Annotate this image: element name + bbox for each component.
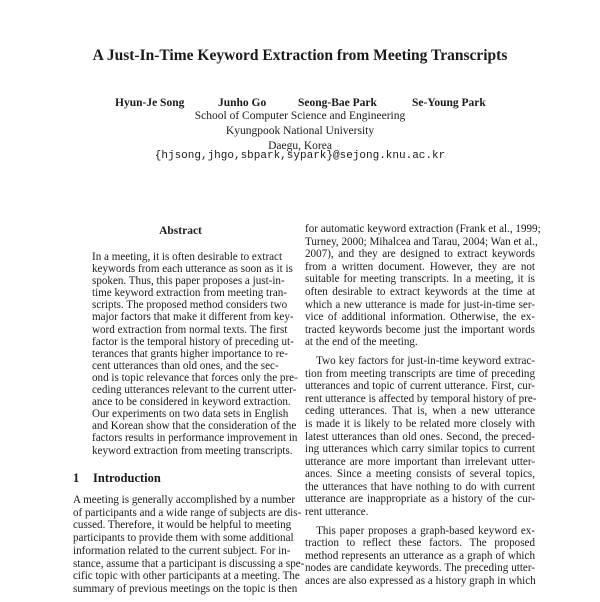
text-line: rent utterance is affected by temporal history of pre-	[305, 392, 537, 405]
text-line: Two key factors for just-in-time keyword extrac-	[305, 354, 535, 367]
text-line: often desirable to extract keywords at the time at	[305, 285, 535, 298]
abstract-body	[92, 251, 298, 463]
section-title: Introduction	[93, 471, 161, 485]
text-line: utterance are inappropriate as a history of the cur-	[305, 493, 535, 506]
affiliation-line: Kyungpook National University	[225, 125, 375, 137]
text-line: utterances and topic of current utterance. First, cur-	[305, 380, 535, 393]
text-line: for automatic keyword extraction (Frank et al., 1999;	[305, 223, 541, 235]
text-line: keyword extraction from meeting transcripts.	[92, 444, 293, 457]
paragraph	[305, 525, 535, 588]
text-line: tracted keywords become just the important words	[305, 323, 535, 336]
text-line: ances are also expressed as a history graph in which	[305, 575, 536, 588]
text-line: ceding utterances. That is, when a new utterance	[305, 405, 535, 418]
text-line: ceding utterances relevant to the current utter-	[92, 384, 297, 397]
text-line: scripts. The proposed method considers two	[92, 299, 288, 312]
text-line: keywords from each utterance as soon as it is	[92, 263, 293, 276]
text-line: traction to reflect these factors. The proposed	[305, 537, 535, 550]
text-line: cific topic with other participants at a meeting. The	[73, 570, 300, 583]
paper-title: A Just-In-Time Keyword Extraction from Meeting Transcripts	[92, 47, 508, 64]
text-line: time keyword extraction from meeting tran-	[92, 287, 287, 300]
text-line: and Korean show that the consideration of the	[92, 420, 297, 433]
author-name: Se-Young Park	[412, 97, 486, 109]
author-email: {hjsong,jhgo,sbpark,sypark}@sejong.knu.ac.kr	[154, 150, 446, 162]
text-line: factor is the temporal history of preceding ut-	[92, 335, 294, 348]
text-line: nodes are candidate keywords. The preceding utter-	[305, 562, 535, 575]
text-line: ances. Since a meeting consists of several topics,	[305, 468, 535, 481]
text-line: latest utterances than old ones. Second, the preced-	[305, 430, 535, 443]
text-line: cussed. Therefore, it would be helpful to meeting	[73, 519, 292, 532]
paragraph	[73, 494, 305, 596]
text-line: In a meeting, it is often desirable to extract	[92, 251, 283, 263]
affiliation-line: School of Computer Science and Engineering	[194, 110, 406, 122]
text-line: utterance are more important than irrelevant utter-	[305, 455, 535, 468]
text-line: Turney, 2000; Mihalcea and Tarau, 2004; Wan et al.,	[305, 235, 538, 248]
text-line: This paper proposes a graph-based keyword ex-	[305, 524, 535, 537]
text-line: of participants and a wide range of subjects are dis-	[73, 506, 302, 519]
section-number: 1	[73, 471, 80, 485]
text-line: from a written document. However, they are not	[305, 260, 535, 273]
text-line: is made it is likely to be related more closely with	[305, 417, 535, 430]
text-line: rent utterance.	[305, 506, 369, 519]
text-line: factors results in performance improvement in	[92, 432, 298, 445]
text-line: the utterances that have nothing to do with current	[305, 480, 535, 493]
right-column-body	[305, 223, 541, 594]
text-line: at the end of the meeting.	[305, 336, 418, 349]
text-line: major factors that make it different from key-	[92, 311, 294, 324]
text-line: terances that grants higher importance to re-	[92, 347, 288, 360]
section-heading-introduction	[73, 471, 161, 486]
text-line: ond is topic relevance that forces only the pre-	[92, 371, 298, 384]
introduction-body	[73, 494, 305, 602]
text-line: which a new utterance is made for just-in-time ser-	[305, 298, 535, 311]
text-line: suitable for meeting transcripts. In a meeting, it is	[305, 273, 535, 286]
text-line: A meeting is generally accomplished by a number	[73, 494, 296, 506]
text-line: stance, assume that a participant is discussing a spe-	[73, 557, 305, 570]
text-line: Our experiments on two data sets in English	[92, 408, 289, 421]
text-line: word extraction from normal texts. The first	[92, 323, 288, 336]
author-name: Seong-Bae Park	[298, 97, 377, 109]
text-line: 2007), and they are designed to extract keywords	[305, 248, 535, 261]
text-line: method represents an utterance as a graph of which	[305, 549, 535, 562]
text-line: tion from meeting transcripts are time of preceding	[305, 367, 535, 380]
text-line: ing utterances which carry similar topics to current	[305, 443, 535, 456]
text-line: vice of additional information. Otherwise, the ex-	[305, 311, 535, 324]
affiliation-line: Daegu, Korea	[268, 140, 332, 152]
text-line: summary of previous meetings on the topic is then	[73, 582, 298, 595]
paragraph	[305, 355, 535, 519]
text-line: participants to provide them with some additional	[73, 532, 294, 545]
text-line: cent utterances than old ones, and the sec-	[92, 359, 279, 372]
author-name: Junho Go	[218, 97, 267, 109]
text-line: ance to be considered in keyword extraction.	[92, 396, 291, 409]
abstract-heading: Abstract	[159, 225, 202, 237]
text-line: spoken. Thus, this paper proposes a just-in-	[92, 275, 285, 288]
paragraph	[305, 223, 541, 349]
paragraph	[92, 251, 298, 457]
author-name: Hyun-Je Song	[115, 97, 185, 109]
text-line: information related to the current subject. For in-	[73, 544, 291, 557]
